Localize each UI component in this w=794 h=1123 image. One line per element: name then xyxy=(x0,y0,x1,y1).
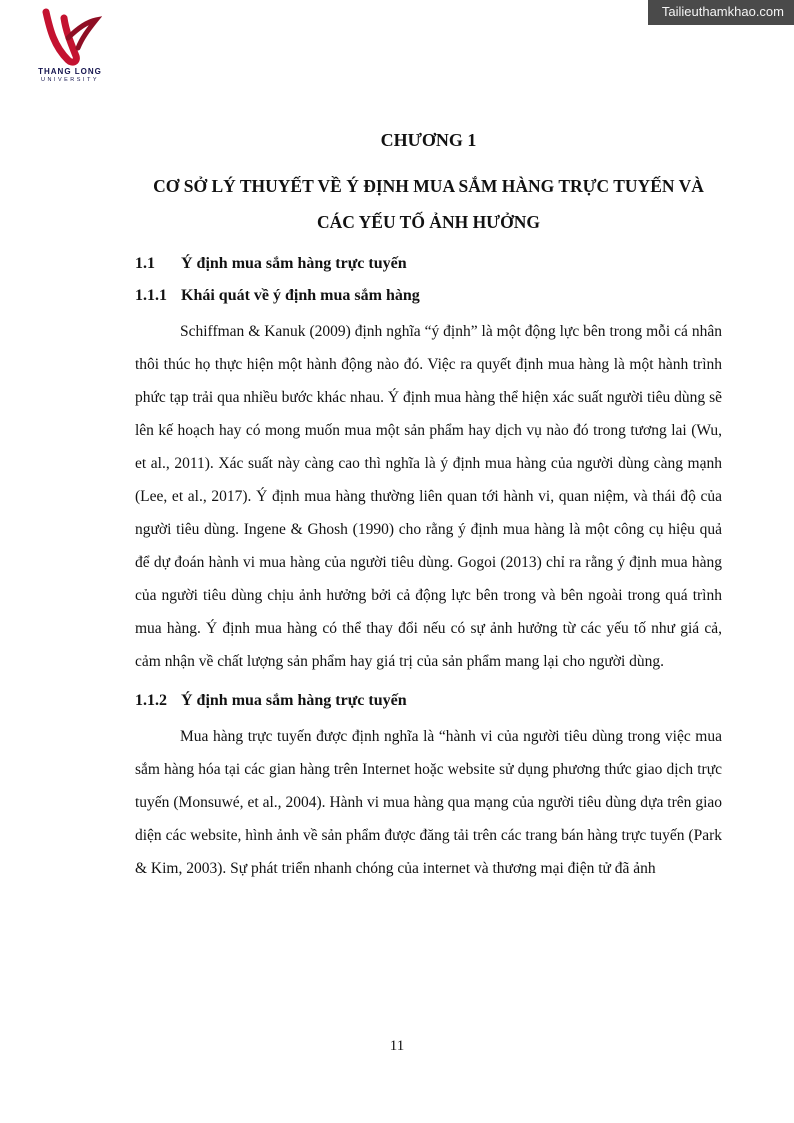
section-title: Ý định mua sắm hàng trực tuyến xyxy=(181,254,407,272)
body-paragraph-1: Schiffman & Kanuk (2009) định nghĩa “ý định” là một động lực bên trong mỗi cá nhân thôi thúc họ thực hiện một hành động nào đó. Việc ra quyết định mua hàng là một hành trình phức tạp trải qua nhiều bước khác nhau. Ý định mua hàng thể hiện xác suất người tiêu dùng sẽ lên kế hoạch hay có mong muốn mua một sản phẩm hay dịch vụ nào đó trong tương lai (Wu, et al., 2011). Xác suất này càng cao thì nghĩa là ý định mua hàng của người dùng càng mạnh (Lee, et al., 2017). Ý định mua hàng thường liên quan tới hành vi, quan niệm, và thái độ của người tiêu dùng. Ingene & Ghosh (1990) cho rằng ý định mua hàng là một công cụ hiệu quả để dự đoán hành vi mua hàng của người tiêu dùng. Gogoi (2013) chỉ ra rằng ý định mua hàng của người tiêu dùng chịu ảnh hưởng bởi cả động lực bên trong và bên ngoài trong quá trình mua hàng. Ý định mua hàng có thể thay đổi nếu có sự ảnh hưởng từ các yếu tố như giá cả, cảm nhận về chất lượng sản phẩm hay giá trị của sản phẩm mang lại cho người dùng. xyxy=(135,322,722,670)
section-heading-1-1 xyxy=(135,255,722,273)
section-title: Khái quát về ý định mua sắm hàng xyxy=(181,286,420,304)
section-number: 1.1.2 xyxy=(135,691,167,709)
section-number: 1.1 xyxy=(135,254,155,272)
university-logo xyxy=(28,8,112,83)
section-number: 1.1.1 xyxy=(135,286,167,304)
chapter-number-heading: CHƯƠNG 1 xyxy=(380,130,477,150)
page-content xyxy=(135,130,722,897)
chapter-title: CƠ SỞ LÝ THUYẾT VỀ Ý ĐỊNH MUA SẮM HÀNG TRỰC TUYẾN VÀ CÁC YẾU TỐ ẢNH HƯỞNG xyxy=(153,176,704,232)
section-heading-1-1-1 xyxy=(135,287,722,305)
body-paragraph-2: Mua hàng trực tuyến được định nghĩa là “hành vi của người tiêu dùng trong việc mua sắm hàng hóa tại các gian hàng trên Internet hoặc website sử dụng phương thức giao dịch trực tuyến (Monsuwé, et al., 2004). Hành vi mua hàng qua mạng của người tiêu dùng dựa trên giao diện các website, hình ảnh về sản phẩm được đăng tải trên các trang bán hàng trực tuyến (Park & Kim, 2003). Sự phát triển nhanh chóng của internet và thương mại điện tử đã ảnh xyxy=(135,727,722,877)
watermark-banner: Tailieuthamkhao.com xyxy=(648,0,794,25)
university-subtitle: UNIVERSITY xyxy=(40,77,99,83)
section-title: Ý định mua sắm hàng trực tuyến xyxy=(181,691,407,709)
page-number: 11 xyxy=(389,1038,405,1054)
university-logo-icon xyxy=(28,8,112,66)
university-name: THANG LONG xyxy=(38,67,102,76)
section-heading-1-1-2 xyxy=(135,692,722,710)
